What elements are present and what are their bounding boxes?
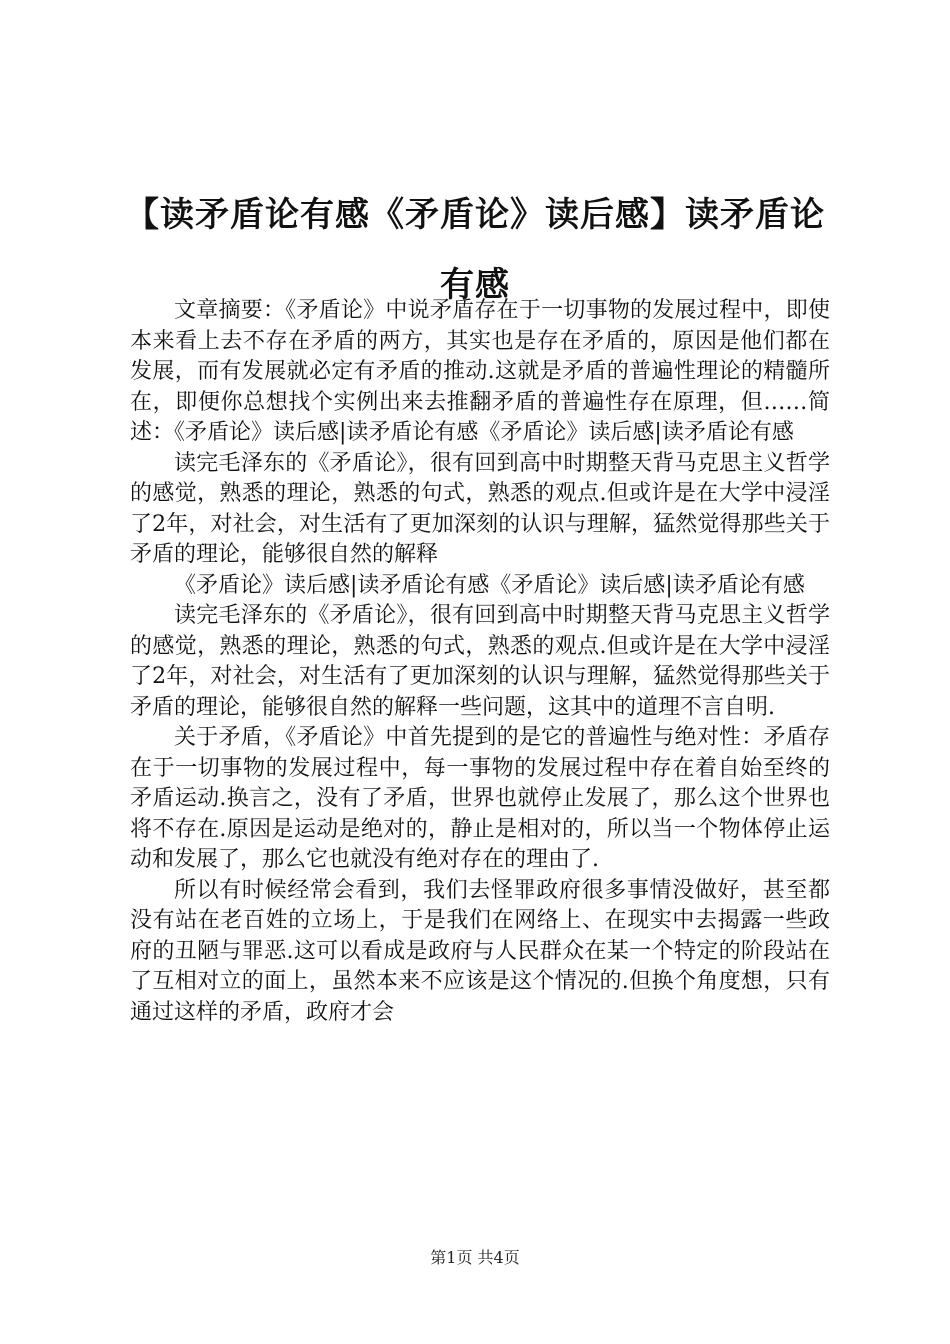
page-footer: 第1页 共4页: [430, 1248, 520, 1267]
paragraph: 关于矛盾，《矛盾论》中首先提到的是它的普遍性与绝对性：矛盾存在于一切事物的发展过程中，每一事物的发展过程中存在着自始至终的矛盾运动.换言之，没有了矛盾，世界也就停止发展了，那么这个世界也将不存在.原因是运动是绝对的，静止是相对的，所以当一个物体停止运动和发展了，那么它也就没有绝对存在的理由了.: [130, 725, 830, 872]
paragraph-subheading: 《矛盾论》读后感|读矛盾论有感《矛盾论》读后感|读矛盾论有感: [174, 572, 805, 598]
paragraph-summary: 文章摘要：《矛盾论》中说矛盾存在于一切事物的发展过程中，即使本来看上去不存在矛盾的两方，其实也是存在矛盾的，原因是他们都在发展，而有发展就必定有矛盾的推动.这就是矛盾的普遍性理论的精髓所在，即便你总想找个实例出来去推翻矛盾的普遍性存在原理，但……简述：《矛盾论》读后感|读矛盾论有感《矛盾论》读后感|读矛盾论有感: [130, 298, 830, 445]
paragraph: 读完毛泽东的《矛盾论》，很有回到高中时期整天背马克思主义哲学的感觉，熟悉的理论，熟悉的句式，熟悉的观点.但或许是在大学中浸淫了2年，对社会，对生活有了更加深刻的认识与理解，猛然觉得那些关于矛盾的理论，能够很自然的解释: [130, 450, 830, 567]
paragraph: 读完毛泽东的《矛盾论》，很有回到高中时期整天背马克思主义哲学的感觉，熟悉的理论，熟悉的句式，熟悉的观点.但或许是在大学中浸淫了2年，对社会，对生活有了更加深刻的认识与理解，猛然觉得那些关于矛盾的理论，能够很自然的解释一些问题，这其中的道理不言自明.: [130, 603, 830, 720]
paragraph: 所以有时候经常会看到，我们去怪罪政府很多事情没做好，甚至都没有站在老百姓的立场上，于是我们在网络上、在现实中去揭露一些政府的丑陋与罪恶.这可以看成是政府与人民群众在某一个特定的阶段站在了互相对立的面上，虽然本来不应该是这个情况的.但换个角度想，只有通过这样的矛盾，政府才会: [130, 877, 830, 1025]
page-title: 【读矛盾论有感《矛盾论》读后感】读矛盾论有感: [125, 195, 825, 305]
document-body: [130, 296, 830, 1028]
